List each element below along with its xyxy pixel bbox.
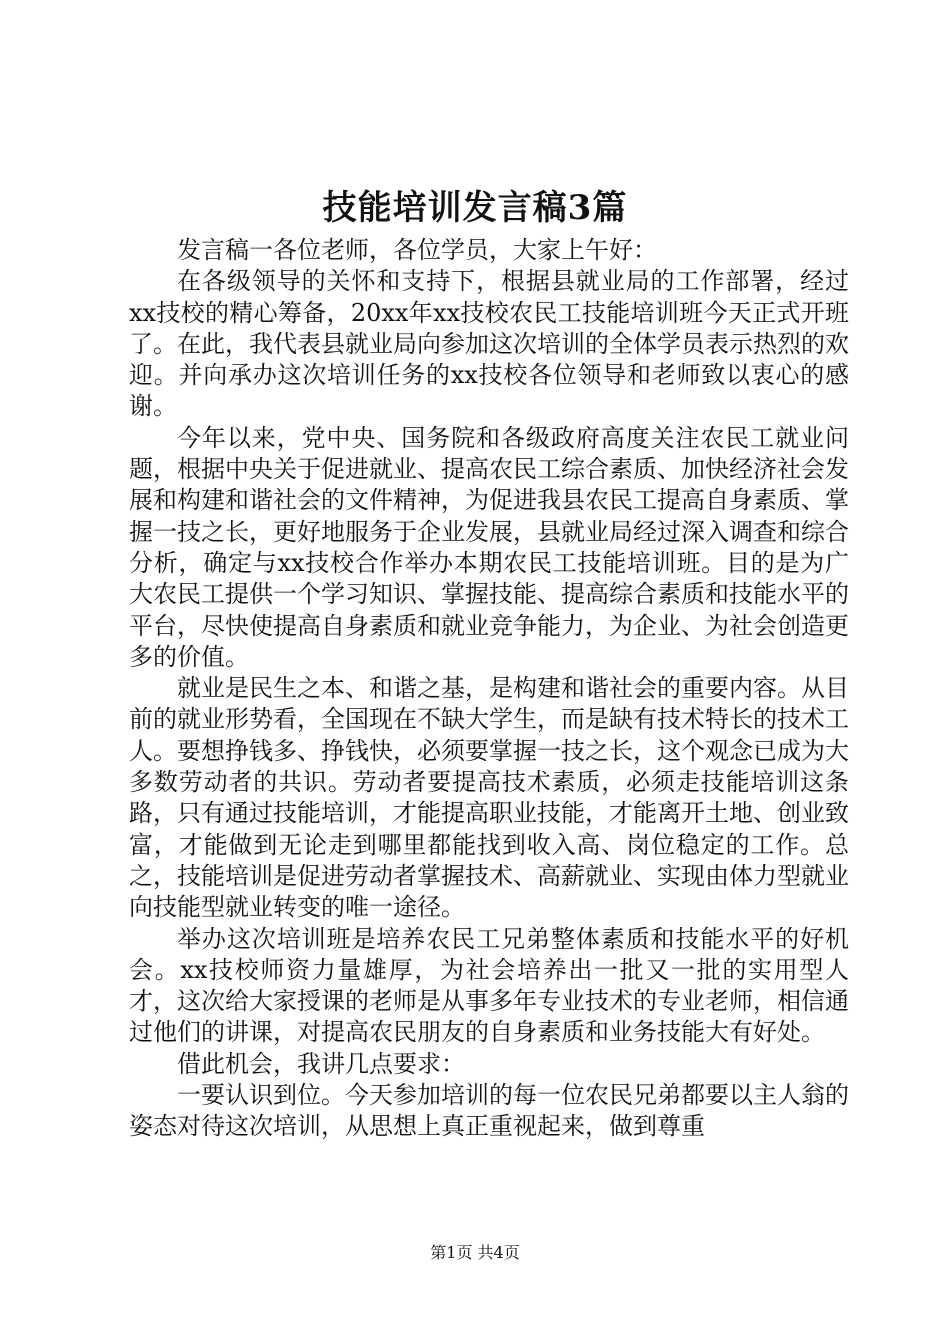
paragraph-greeting: 发言稿一各位老师，各位学员，大家上午好： (177, 236, 657, 264)
paragraph-requirement-one: 一要认识到位。今天参加培训的每一位农民兄弟都要以主人翁的姿态对待这次培训，从思想上真正重视起来，做到尊重 (129, 1081, 849, 1141)
paragraph-requirements-intro: 借此机会，我讲几点要求： (177, 1049, 465, 1078)
paragraph-employment: 就业是民生之本、和谐之基，是构建和谐社会的重要内容。从目前的就业形势看，全国现在不缺大学生，而是缺有技术特长的技术工人。要想挣钱多、挣钱快，必须要掌握一技之长，这个观念已成为大多数劳动者的共识。劳动者要提高技术素质，必须走技能培训这条路，只有通过技能培训，才能提高职业技能，才能离开土地、创业致富，才能做到无论走到哪里都能找到收入高、岗位稳定的工作。总之，技能培训是促进劳动者掌握技术、高薪就业、实现由体力型就业向技能型就业转变的唯一途径。 (129, 674, 849, 922)
page-footer: 第1页 共4页 (430, 1243, 520, 1262)
paragraph-purpose: 今年以来，党中央、国务院和各级政府高度关注农民工就业问题，根据中央关于促进就业、提高农民工综合素质、加快经济社会发展和构建和谐社会的文件精神，为促进我县农民工提高自身素质、掌握一技之长，更好地服务于企业发展，县就业局经过深入调查和综合分析，确定与xx技校合作举办本期农民工技能培训班。目的是为广大农民工提供一个学习知识、掌握技能、提高综合素质和技能水平的平台，尽快使提高自身素质和就业竞争能力，为企业、为社会创造更多的价值。 (129, 423, 849, 671)
document-body (129, 235, 849, 1143)
document-title: 技能培训发言稿3篇 (322, 188, 628, 228)
paragraph-opportunity: 举办这次培训班是培养农民工兄弟整体素质和技能水平的好机会。xx技校师资力量雄厚，为社会培养出一批又一批的实用型人才，这次给大家授课的老师是从事多年专业技术的专业老师，相信通过他们的讲课，对提高农民朋友的自身素质和业务技能大有好处。 (129, 924, 849, 1047)
paragraph-opening: 在各级领导的关怀和支持下，根据县就业局的工作部署，经过xx技校的精心筹备，20xx年xx技校农民工技能培训班今天正式开班了。在此，我代表县就业局向参加这次培训的全体学员表示热烈的欢迎。并向承办这次培训任务的xx技校各位领导和老师致以衷心的感谢。 (129, 267, 849, 421)
